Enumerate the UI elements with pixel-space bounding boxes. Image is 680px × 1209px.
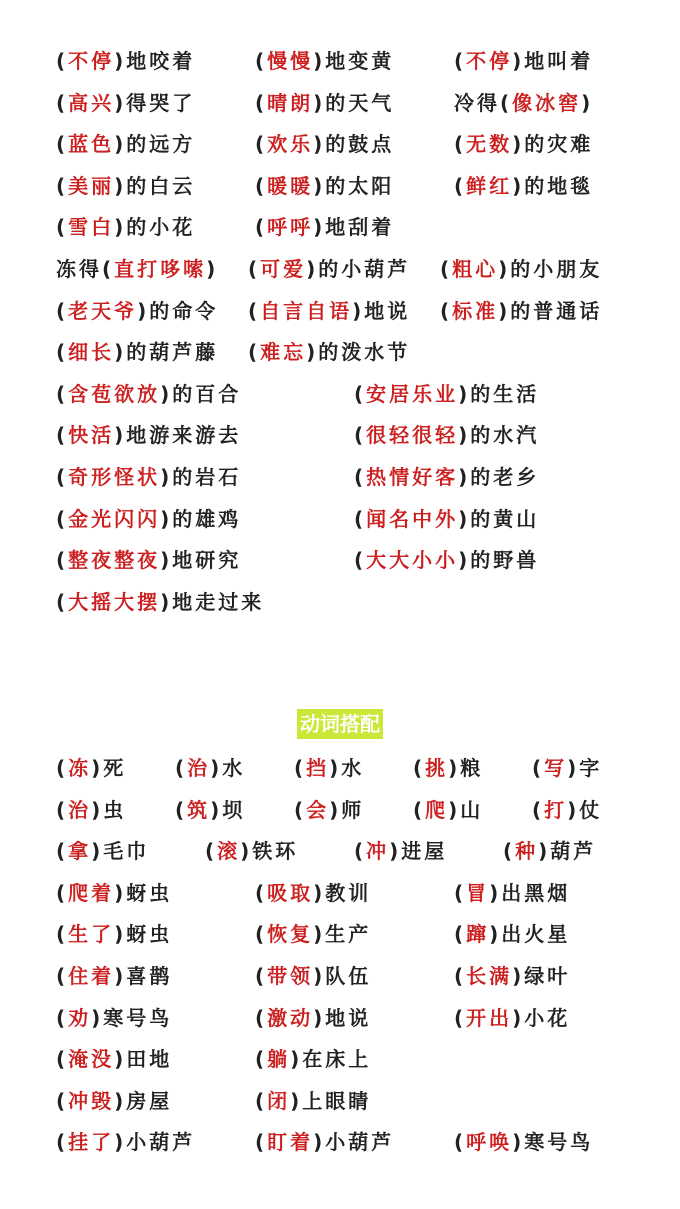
phrase-suffix: )的雄鸡 (160, 506, 242, 531)
phrase-suffix: )出火星 (489, 922, 571, 947)
verb-phrase (454, 1003, 570, 1033)
adjective-phrase (454, 171, 593, 201)
answer-word: 呼唤 (466, 1130, 513, 1155)
answer-word: 闭 (267, 1088, 291, 1113)
verb-phrase (255, 1003, 371, 1033)
phrase-prefix: ( (454, 1005, 467, 1030)
phrase-suffix: )得哭了 (114, 90, 196, 115)
phrase-suffix: )出黑烟 (489, 880, 571, 905)
phrase-suffix: )山 (448, 797, 484, 822)
answer-word: 冲 (366, 839, 390, 864)
phrase-prefix: ( (56, 465, 69, 489)
adjective-phrase (56, 504, 241, 534)
verb-phrase (413, 753, 483, 783)
answer-word: 会 (306, 797, 330, 822)
phrase-suffix: )的命令 (137, 298, 219, 323)
phrase-suffix: )粮 (448, 756, 484, 780)
phrase-prefix: ( (56, 1047, 69, 1072)
verb-phrase (175, 753, 245, 783)
phrase-suffix: )小葫芦 (313, 1130, 395, 1155)
verb-phrase (175, 795, 245, 825)
adjective-phrase (56, 88, 195, 118)
verb-phrase (56, 1044, 172, 1074)
phrase-prefix: ( (255, 964, 268, 988)
phrase-prefix: ( (56, 1130, 69, 1155)
answer-word: 标准 (452, 298, 499, 323)
adjective-phrase (56, 129, 195, 159)
phrase-prefix: ( (294, 797, 307, 822)
phrase-prefix: ( (56, 423, 69, 448)
verb-phrase (454, 961, 570, 991)
phrase-prefix: ( (56, 506, 69, 531)
phrase-suffix: )的鼓点 (313, 132, 395, 157)
answer-word: 种 (515, 839, 539, 864)
phrase-prefix: ( (56, 381, 69, 406)
answer-word: 淹没 (68, 1047, 115, 1072)
phrase-prefix: ( (56, 756, 69, 780)
answer-word: 快活 (68, 423, 115, 448)
phrase-suffix: )地走过来 (160, 589, 265, 614)
phrase-suffix: )地研究 (160, 548, 242, 573)
adjective-phrase (56, 420, 241, 450)
phrase-suffix: )小花 (512, 1005, 571, 1030)
phrase-prefix: ( (354, 423, 367, 448)
verb-phrase (454, 919, 570, 949)
answer-word: 开出 (466, 1005, 513, 1030)
answer-word: 劝 (68, 1005, 92, 1030)
phrase-suffix: )字 (567, 756, 603, 780)
answer-word: 冻 (68, 756, 92, 780)
phrase-prefix: 冻得( (56, 257, 115, 281)
phrase-suffix: )寒号鸟 (512, 1130, 594, 1155)
adjective-phrase (56, 587, 264, 617)
phrase-suffix: )的普通话 (498, 298, 603, 323)
phrase-suffix: ) (206, 257, 219, 281)
phrase-suffix: )葫芦 (538, 839, 597, 864)
adjective-phrase (440, 296, 602, 326)
answer-word: 粗心 (452, 257, 499, 281)
phrase-prefix: ( (255, 1088, 268, 1113)
phrase-prefix: ( (255, 880, 268, 905)
answer-word: 热情好客 (366, 465, 459, 489)
answer-word: 恢复 (267, 922, 314, 947)
answer-word: 闻名中外 (366, 506, 459, 531)
answer-word: 蓝色 (68, 132, 115, 157)
phrase-prefix: ( (175, 756, 188, 780)
answer-word: 大摇大摆 (68, 589, 161, 614)
phrase-suffix: )房屋 (114, 1088, 173, 1113)
answer-word: 挂了 (68, 1130, 115, 1155)
verb-pairing-heading: 动词搭配 (297, 709, 383, 739)
verb-phrase (255, 1044, 371, 1074)
phrase-suffix: )的生活 (458, 381, 540, 406)
phrase-prefix: ( (454, 173, 467, 198)
phrase-prefix: ( (255, 132, 268, 157)
answer-word: 长满 (466, 964, 513, 988)
phrase-suffix: )上眼睛 (290, 1088, 372, 1113)
phrase-prefix: ( (255, 1005, 268, 1030)
answer-word: 生了 (68, 922, 115, 947)
phrase-suffix: )的老乡 (458, 465, 540, 489)
phrase-suffix: )铁环 (240, 839, 299, 864)
phrase-prefix: ( (503, 839, 516, 864)
answer-word: 住着 (68, 964, 115, 988)
phrase-prefix: ( (56, 132, 69, 157)
answer-word: 无数 (466, 132, 513, 157)
answer-word: 躺 (267, 1047, 291, 1072)
phrase-suffix: )的远方 (114, 132, 196, 157)
phrase-suffix: )进屋 (389, 839, 448, 864)
verb-phrase (454, 878, 570, 908)
phrase-prefix: ( (56, 173, 69, 198)
phrase-prefix: ( (454, 49, 467, 73)
phrase-prefix: ( (413, 756, 426, 780)
phrase-suffix: )水 (329, 756, 365, 780)
answer-word: 细长 (68, 340, 115, 365)
phrase-prefix: ( (440, 257, 453, 281)
phrase-prefix: ( (56, 964, 69, 988)
phrase-prefix: ( (354, 381, 367, 406)
adjective-phrase (56, 46, 195, 76)
phrase-prefix: ( (56, 797, 69, 822)
phrase-prefix: ( (532, 797, 545, 822)
phrase-prefix: ( (532, 756, 545, 780)
phrase-prefix: ( (354, 839, 367, 864)
answer-word: 冲毁 (68, 1088, 115, 1113)
answer-word: 吸取 (267, 880, 314, 905)
answer-word: 很轻很轻 (366, 423, 459, 448)
phrase-suffix: )地游来游去 (114, 423, 242, 448)
answer-word: 暖暖 (267, 173, 314, 198)
adjective-phrase (354, 462, 539, 492)
phrase-prefix: ( (248, 298, 261, 323)
phrase-prefix: ( (56, 1005, 69, 1030)
answer-word: 爬 (425, 797, 449, 822)
adjective-phrase (56, 379, 241, 409)
phrase-prefix: ( (56, 49, 69, 73)
phrase-prefix: ( (440, 298, 453, 323)
adjective-phrase (56, 254, 218, 284)
verb-phrase (255, 961, 371, 991)
phrase-suffix: )蚜虫 (114, 922, 173, 947)
phrase-prefix: ( (294, 756, 307, 780)
phrase-prefix: ( (454, 880, 467, 905)
phrase-suffix: )的水汽 (458, 423, 540, 448)
phrase-prefix: ( (175, 797, 188, 822)
answer-word: 高兴 (68, 90, 115, 115)
phrase-suffix: )在床上 (290, 1047, 372, 1072)
answer-word: 慢慢 (267, 49, 314, 73)
phrase-suffix: )虫 (91, 797, 127, 822)
verb-phrase (255, 1127, 394, 1157)
adjective-phrase (440, 254, 602, 284)
phrase-suffix: )队伍 (313, 964, 372, 988)
verb-phrase (205, 836, 298, 866)
phrase-suffix: )生产 (313, 922, 372, 947)
adjective-phrase (248, 337, 410, 367)
phrase-suffix: )喜鹊 (114, 964, 173, 988)
phrase-prefix: ( (354, 506, 367, 531)
adjective-phrase (248, 296, 410, 326)
verb-phrase (294, 795, 364, 825)
answer-word: 可爱 (260, 257, 307, 281)
answer-word: 治 (68, 797, 92, 822)
answer-word: 欢乐 (267, 132, 314, 157)
phrase-suffix: )地咬着 (114, 49, 196, 73)
answer-word: 打 (544, 797, 568, 822)
adjective-phrase (255, 171, 394, 201)
answer-word: 不停 (68, 49, 115, 73)
phrase-suffix: )的小葫芦 (306, 257, 411, 281)
answer-word: 冒 (466, 880, 490, 905)
phrase-prefix: ( (255, 90, 268, 115)
answer-word: 挡 (306, 756, 330, 780)
verb-phrase (56, 919, 172, 949)
phrase-suffix: )教训 (313, 880, 372, 905)
verb-phrase (503, 836, 596, 866)
adjective-phrase (354, 504, 539, 534)
phrase-suffix: )的葫芦藤 (114, 340, 219, 365)
phrase-prefix: ( (56, 548, 69, 573)
verb-phrase (56, 795, 126, 825)
phrase-suffix: )地变黄 (313, 49, 395, 73)
answer-word: 雪白 (68, 215, 115, 240)
phrase-suffix: )死 (91, 756, 127, 780)
phrase-suffix: )水 (210, 756, 246, 780)
adjective-phrase (354, 379, 539, 409)
verb-phrase (56, 1003, 172, 1033)
answer-word: 自言自语 (260, 298, 353, 323)
verb-phrase (56, 753, 126, 783)
answer-word: 像冰窖 (512, 90, 582, 115)
phrase-suffix: )师 (329, 797, 365, 822)
adjective-phrase (56, 171, 195, 201)
phrase-prefix: ( (248, 340, 261, 365)
answer-word: 带领 (267, 964, 314, 988)
adjective-phrase (354, 420, 539, 450)
answer-word: 含苞欲放 (68, 381, 161, 406)
adjective-phrase (56, 462, 241, 492)
phrase-suffix: )的岩石 (160, 465, 242, 489)
answer-word: 激动 (267, 1005, 314, 1030)
phrase-prefix: ( (56, 839, 69, 864)
answer-word: 筑 (187, 797, 211, 822)
phrase-prefix: ( (413, 797, 426, 822)
phrase-prefix: ( (255, 49, 268, 73)
verb-phrase (56, 836, 149, 866)
answer-word: 金光闪闪 (68, 506, 161, 531)
adjective-phrase (255, 46, 394, 76)
adjective-phrase (354, 545, 539, 575)
phrase-suffix: )蚜虫 (114, 880, 173, 905)
answer-word: 治 (187, 756, 211, 780)
answer-word: 大大小小 (366, 548, 459, 573)
answer-word: 整夜整夜 (68, 548, 161, 573)
phrase-suffix: )地说 (352, 298, 411, 323)
phrase-prefix: ( (454, 1130, 467, 1155)
verb-phrase (454, 1127, 593, 1157)
phrase-suffix: )田地 (114, 1047, 173, 1072)
phrase-prefix: ( (205, 839, 218, 864)
adjective-phrase (255, 88, 394, 118)
adjective-phrase (248, 254, 410, 284)
verb-phrase (56, 1127, 195, 1157)
adjective-phrase (56, 212, 195, 242)
phrase-prefix: ( (56, 880, 69, 905)
phrase-prefix: ( (56, 340, 69, 365)
phrase-suffix: )的野兽 (458, 548, 540, 573)
adjective-phrase (56, 545, 241, 575)
phrase-suffix: )绿叶 (512, 964, 571, 988)
phrase-suffix: )的黄山 (458, 506, 540, 531)
answer-word: 直打哆嗦 (114, 257, 207, 281)
phrase-suffix: )的小朋友 (498, 257, 603, 281)
phrase-suffix: ) (581, 90, 594, 115)
phrase-prefix: ( (255, 922, 268, 947)
verb-phrase (294, 753, 364, 783)
phrase-prefix: ( (255, 173, 268, 198)
answer-word: 晴朗 (267, 90, 314, 115)
phrase-prefix: ( (56, 589, 69, 614)
adjective-phrase (454, 129, 593, 159)
answer-word: 写 (544, 756, 568, 780)
verb-phrase (532, 795, 602, 825)
phrase-prefix: ( (354, 548, 367, 573)
answer-word: 美丽 (68, 173, 115, 198)
answer-word: 爬着 (68, 880, 115, 905)
phrase-prefix: ( (56, 90, 69, 115)
phrase-suffix: )的太阳 (313, 173, 395, 198)
adjective-phrase (255, 212, 394, 242)
verb-phrase (532, 753, 602, 783)
adjective-phrase (454, 46, 593, 76)
phrase-suffix: )的小花 (114, 215, 196, 240)
phrase-prefix: 冷得( (454, 90, 513, 115)
phrase-suffix: )寒号鸟 (91, 1005, 173, 1030)
phrase-prefix: ( (255, 1130, 268, 1155)
phrase-suffix: )的泼水节 (306, 340, 411, 365)
answer-word: 难忘 (260, 340, 307, 365)
verb-phrase (56, 1086, 172, 1116)
answer-word: 奇形怪状 (68, 465, 161, 489)
answer-word: 滚 (217, 839, 241, 864)
phrase-suffix: )的地毯 (512, 173, 594, 198)
phrase-prefix: ( (56, 215, 69, 240)
answer-word: 呼呼 (267, 215, 314, 240)
phrase-prefix: ( (454, 964, 467, 988)
adjective-phrase (255, 129, 394, 159)
verb-phrase (354, 836, 447, 866)
answer-word: 鲜红 (466, 173, 513, 198)
answer-word: 安居乐业 (366, 381, 459, 406)
answer-word: 蹿 (466, 922, 490, 947)
phrase-suffix: )地叫着 (512, 49, 594, 73)
phrase-suffix: )的天气 (313, 90, 395, 115)
phrase-suffix: )小葫芦 (114, 1130, 196, 1155)
phrase-prefix: ( (56, 922, 69, 947)
verb-phrase (56, 961, 172, 991)
phrase-prefix: ( (255, 215, 268, 240)
phrase-prefix: ( (354, 465, 367, 489)
verb-phrase (413, 795, 483, 825)
answer-word: 老天爷 (68, 298, 138, 323)
phrase-prefix: ( (454, 132, 467, 157)
phrase-suffix: )的白云 (114, 173, 196, 198)
phrase-prefix: ( (248, 257, 261, 281)
verb-phrase (255, 919, 371, 949)
phrase-suffix: )地刮着 (313, 215, 395, 240)
verb-phrase (56, 878, 172, 908)
phrase-prefix: ( (454, 922, 467, 947)
phrase-suffix: )的灾难 (512, 132, 594, 157)
answer-word: 不停 (466, 49, 513, 73)
phrase-prefix: ( (56, 298, 69, 323)
phrase-suffix: )仗 (567, 797, 603, 822)
phrase-suffix: )地说 (313, 1005, 372, 1030)
adjective-phrase (56, 296, 218, 326)
adjective-phrase (454, 88, 593, 118)
phrase-suffix: )坝 (210, 797, 246, 822)
phrase-prefix: ( (255, 1047, 268, 1072)
adjective-phrase (56, 337, 218, 367)
verb-phrase (255, 878, 371, 908)
answer-word: 拿 (68, 839, 92, 864)
phrase-suffix: )毛巾 (91, 839, 150, 864)
phrase-prefix: ( (56, 1088, 69, 1113)
answer-word: 挑 (425, 756, 449, 780)
answer-word: 盯着 (267, 1130, 314, 1155)
phrase-suffix: )的百合 (160, 381, 242, 406)
verb-phrase (255, 1086, 371, 1116)
